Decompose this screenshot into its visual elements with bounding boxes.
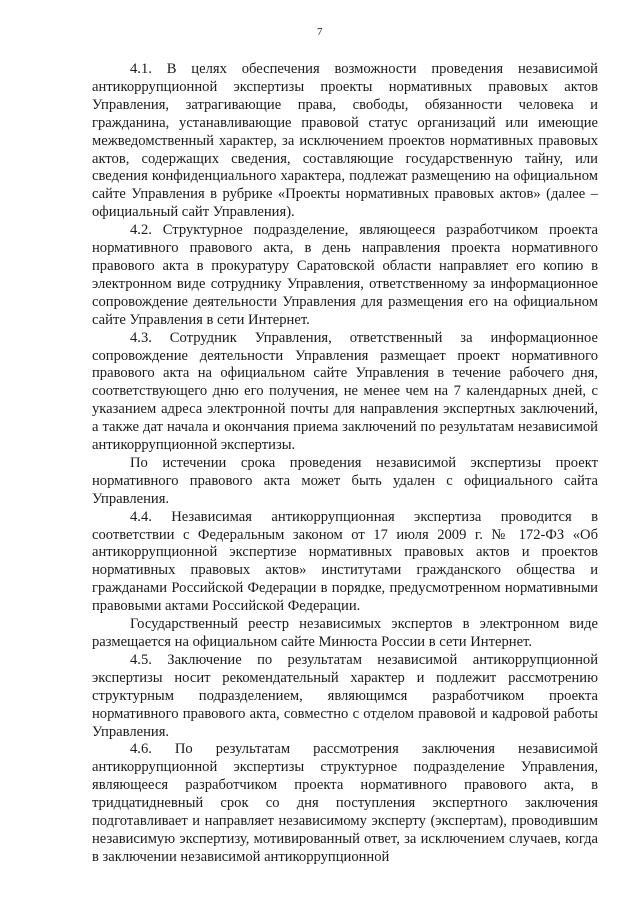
page-number: 7	[317, 26, 323, 38]
paragraph-4-4: 4.4. Независимая антикоррупционная экспертиза проводится в соответствии с Федеральным законом от 17 июля 2009 г. № 172-ФЗ «Об антикоррупционной экспертизе нормативных правовых актов и проектов нормативных правовых актов» институтами гражданского общества и гражданами Российской Федерации в порядке, предусмотренном нормативными правовыми актами Российской Федерации.	[92, 508, 598, 615]
paragraph-4-3: 4.3. Сотрудник Управления, ответственный за информационное сопровождение деятельности Управления размещает проект нормативного правового акта на официальном сайте Управления в течение рабочего дня, соответствующего дню его получения, не менее чем на 7 календарных дней, с указанием адреса электронной почты для направления экспертных заключений, а также дат начала и окончания приема заключений по результатам независимой антикоррупционной экспертизы.	[92, 329, 598, 454]
paragraph-4-2: 4.2. Структурное подразделение, являющееся разработчиком проекта нормативного правового акта, в день направления проекта нормативного правового акта в прокуратуру Саратовской области направляет его копию в электронном виде сотруднику Управления, ответственному за информационное сопровождение деятельности Управления для размещения его на официальном сайте Управления в сети Интернет.	[92, 222, 598, 328]
paragraph-4-4-continued: Государственный реестр независимых экспертов в электронном виде размещается на официальном сайте Минюста России в сети Интернет.	[92, 616, 598, 650]
paragraph-4-6: 4.6. По результатам рассмотрения заключения независимой антикоррупционной экспертизы структурное подразделение Управления, являющееся разработчиком проекта нормативного правового акта, в тридцатидневный срок со дня поступления экспертного заключения подготавливает и направляет независимому эксперту (экспертам), проводившим независимую экспертизу, мотивированный ответ, за исключением случаев, когда в заключении независимой антикоррупционной	[92, 741, 598, 865]
paragraph-4-1: 4.1. В целях обеспечения возможности проведения независимой антикоррупционной экспертизы проекты нормативных правовых актов Управления, затрагивающие права, свободы, обязанности человека и гражданина, устанавливающие правовой статус организаций или имеющие межведомственный характер, за исключением проектов нормативных правовых актов, содержащих сведения, составляющие государственную тайну, или сведения конфиденциального характера, подлежат размещению на официальном сайте Управления в рубрике «Проекты нормативных правовых актов» (далее – официальный сайт Управления).	[92, 61, 598, 221]
paragraph-4-3-continued: По истечении срока проведения независимой экспертизы проект нормативного правового акта может быть удален с официального сайта Управления.	[92, 454, 598, 507]
document-body	[92, 61, 598, 867]
paragraph-4-5: 4.5. Заключение по результатам независимой антикоррупционной экспертизы носит рекомендательный характер и подлежит рассмотрению структурным подразделением, являющимся разработчиком проекта нормативного правового акта, совместно с отделом правовой и кадровой работы Управления.	[92, 651, 598, 740]
